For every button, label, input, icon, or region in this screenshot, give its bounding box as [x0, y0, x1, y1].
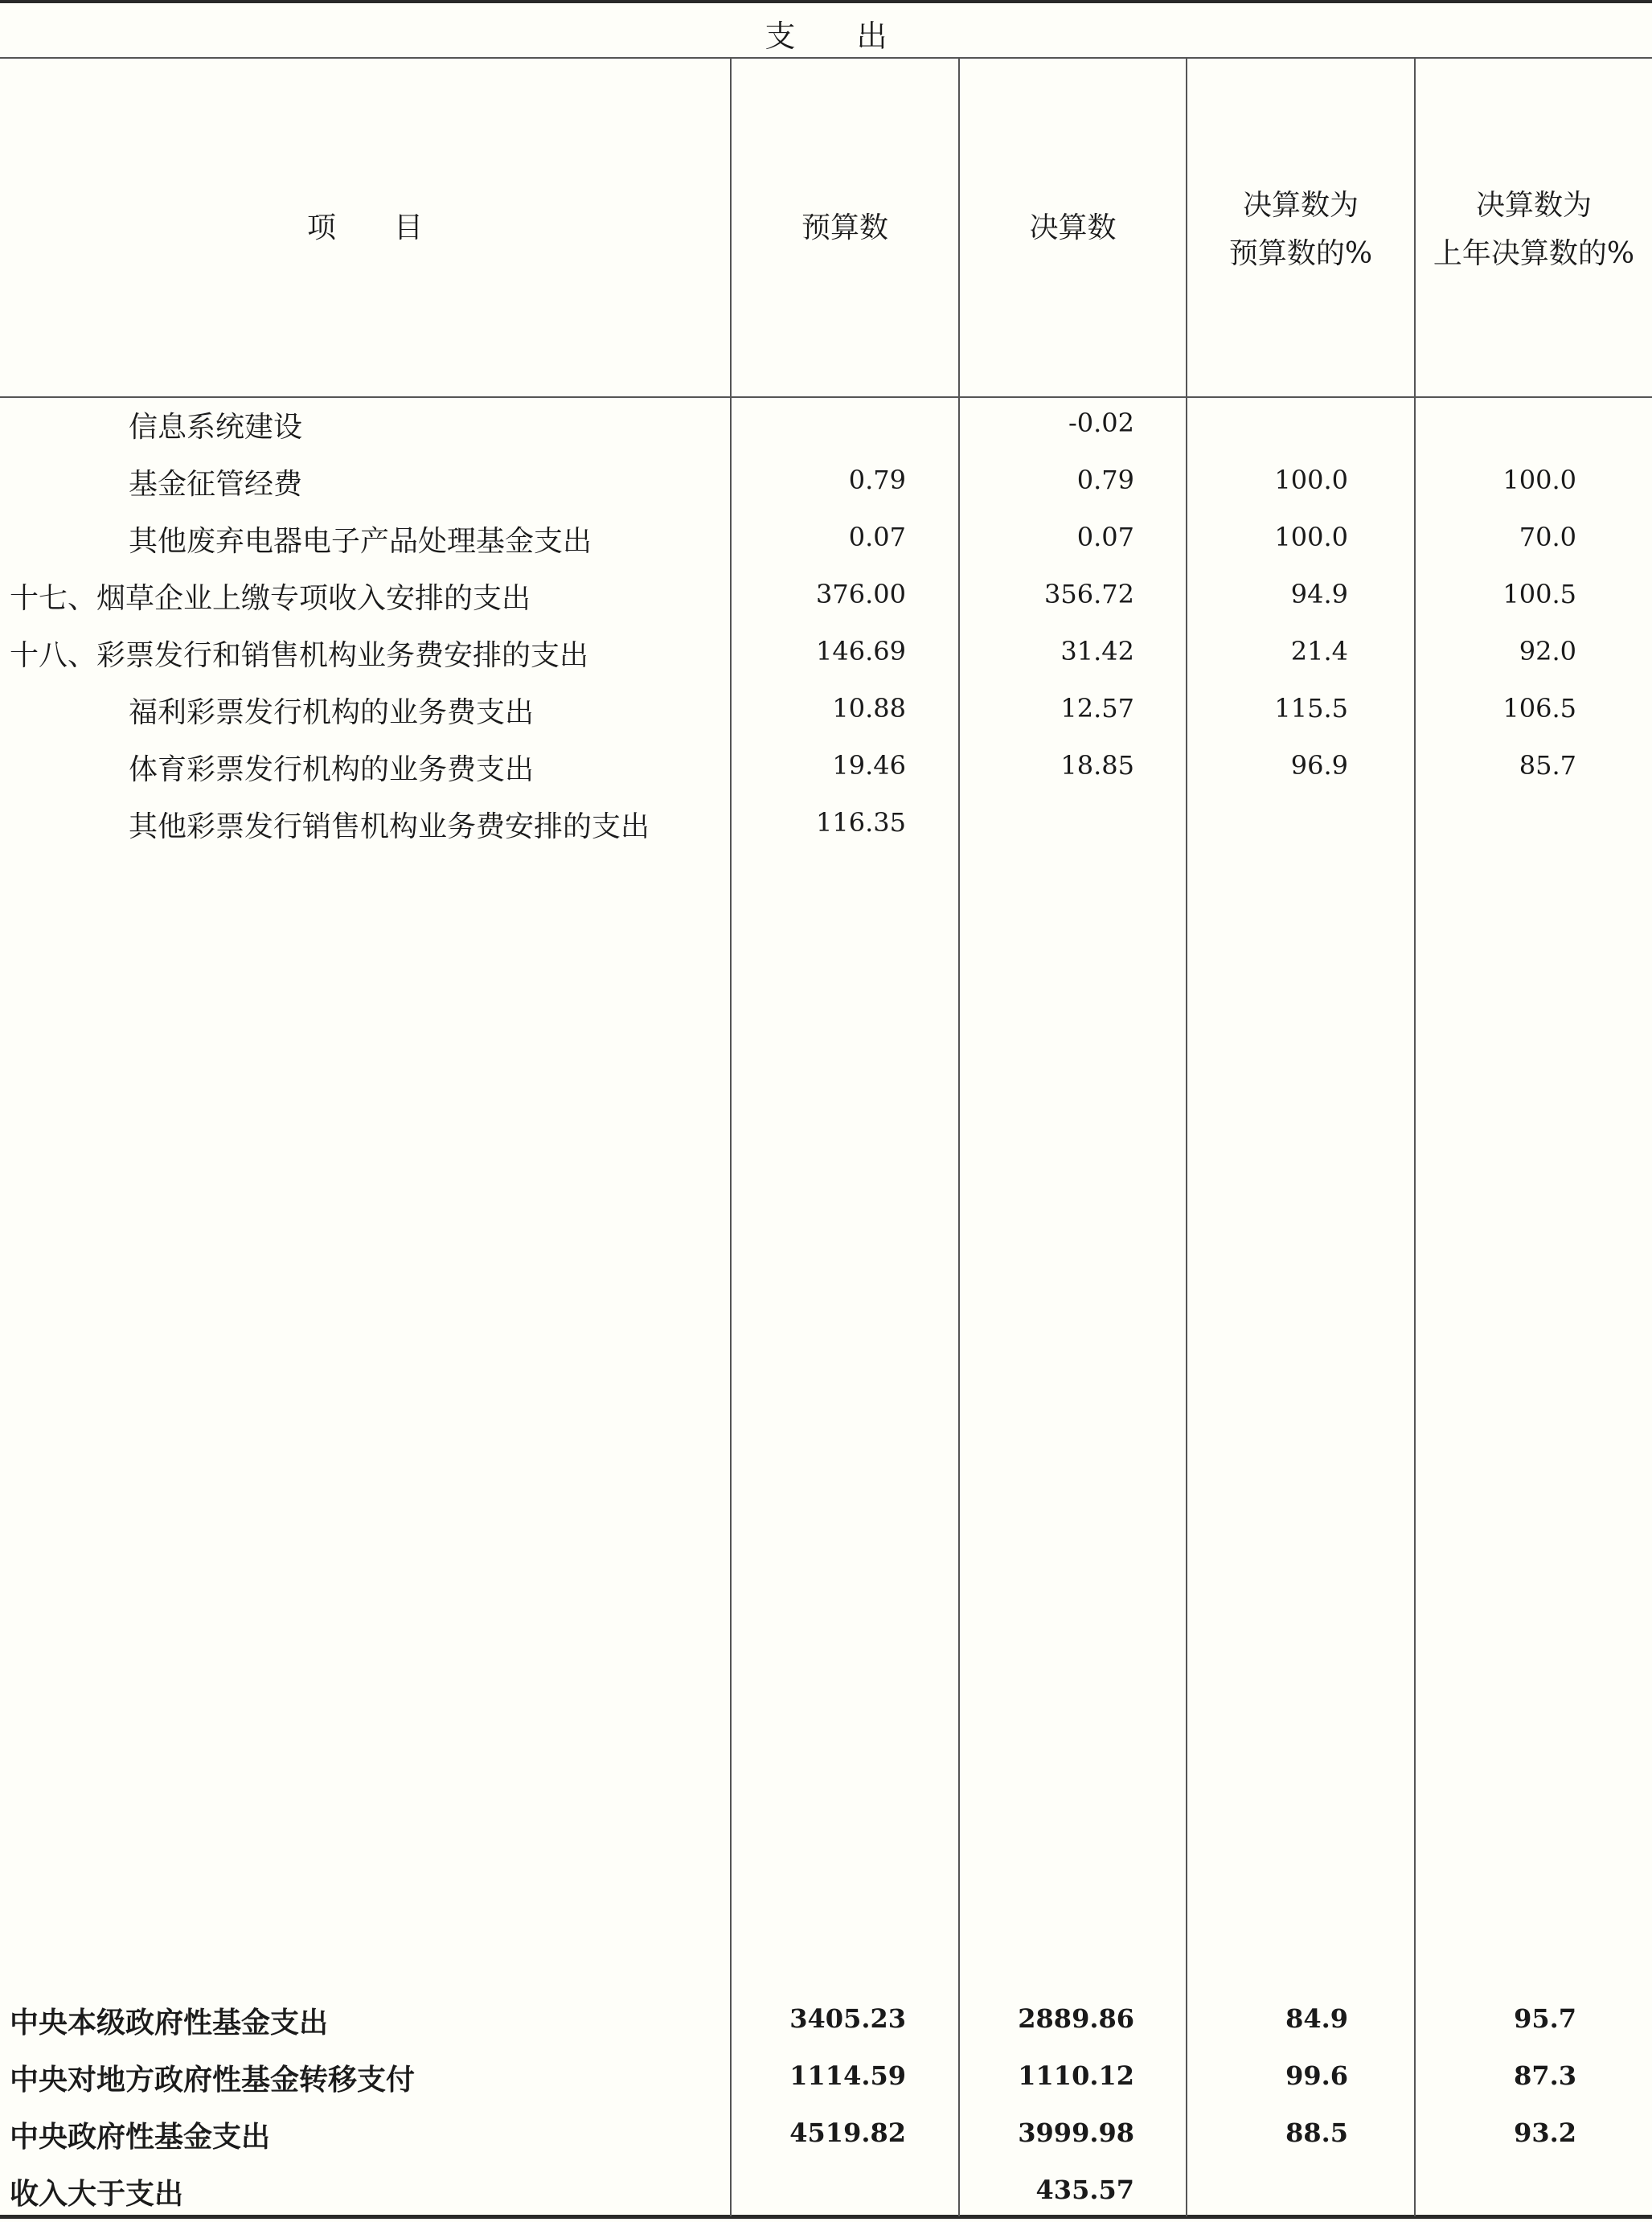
row-pct-budget-value: 84.9: [1285, 2003, 1348, 2034]
row-final-value: 0.79: [1076, 465, 1134, 495]
row-budget-value: 1114.59: [789, 2060, 906, 2091]
header-pct-prev-line1: 决算数为: [1475, 189, 1592, 222]
section-title: 支 出: [765, 18, 887, 54]
table-row: [0, 398, 1652, 455]
column-divider-1: [730, 58, 732, 2216]
row-pct-prev-value: 100.5: [1502, 579, 1576, 609]
header-pct-prev: [1416, 182, 1652, 278]
row-item-name: 十七、烟草企业上缴专项收入安排的支出: [10, 582, 531, 615]
header-pct-prev-line2: 上年决算数的%: [1433, 237, 1635, 270]
row-final-value: 3999.98: [1018, 2117, 1134, 2148]
row-final-value: 2889.86: [1018, 2003, 1134, 2034]
row-final-value: 12.57: [1060, 693, 1134, 724]
row-pct-prev-value: 85.7: [1519, 750, 1576, 781]
row-pct-prev-value: 70.0: [1519, 522, 1576, 552]
row-item-name: 中央对地方政府性基金转移支付: [10, 2063, 416, 2097]
row-pct-prev-value: 93.2: [1514, 2117, 1576, 2148]
table-row: [0, 740, 1652, 797]
table-row: [0, 512, 1652, 569]
row-pct-budget-value: 21.4: [1290, 636, 1348, 666]
row-item-name: 其他废弃电器电子产品处理基金支出: [129, 525, 592, 558]
row-final-value: 1110.12: [1018, 2060, 1134, 2091]
row-final-value: 18.85: [1060, 750, 1134, 781]
row-pct-prev-value: 95.7: [1514, 2003, 1576, 2034]
section-title-rule: [0, 57, 1652, 59]
row-pct-budget-value: 99.6: [1285, 2060, 1348, 2091]
top-rule: [0, 0, 1652, 3]
row-budget-value: 19.46: [832, 750, 906, 781]
row-final-value: 356.72: [1044, 579, 1134, 609]
row-budget-value: 376.00: [816, 579, 906, 609]
table-row: [0, 2108, 1652, 2165]
row-budget-value: 10.88: [832, 693, 906, 724]
row-pct-prev-value: 92.0: [1519, 636, 1576, 666]
column-divider-4: [1414, 58, 1416, 2216]
row-final-value: 0.07: [1076, 522, 1134, 552]
row-item-name: 其他彩票发行销售机构业务费安排的支出: [129, 810, 650, 843]
row-budget-value: 4519.82: [789, 2117, 906, 2148]
row-pct-budget-value: 100.0: [1274, 522, 1348, 552]
header-final: 决算数: [1029, 211, 1117, 244]
row-pct-prev-value: 100.0: [1502, 465, 1576, 495]
row-pct-budget-value: 96.9: [1290, 750, 1348, 781]
row-pct-budget-value: 115.5: [1274, 693, 1348, 724]
column-divider-2: [958, 58, 960, 2216]
column-divider-3: [1186, 58, 1187, 2216]
row-budget-value: 146.69: [816, 636, 906, 666]
header-item: 项 目: [306, 211, 423, 244]
row-item-name: 信息系统建设: [129, 411, 303, 444]
table-row: [0, 455, 1652, 512]
header-pct-budget: [1187, 182, 1414, 278]
header-pct-budget-line1: 决算数为: [1242, 189, 1359, 222]
header-pct-budget-line2: 预算数的%: [1228, 237, 1373, 270]
table-row: [0, 2051, 1652, 2108]
row-pct-prev-value: 106.5: [1502, 693, 1576, 724]
row-item-name: 收入大于支出: [10, 2177, 184, 2211]
row-pct-budget-value: 100.0: [1274, 465, 1348, 495]
header-budget: 预算数: [801, 211, 888, 244]
table-row: [0, 683, 1652, 740]
table-row: [0, 1994, 1652, 2051]
row-item-name: 十八、彩票发行和销售机构业务费安排的支出: [10, 639, 589, 672]
row-final-value: 435.57: [1035, 2175, 1134, 2205]
table-row: [0, 797, 1652, 855]
row-pct-budget-value: 94.9: [1290, 579, 1348, 609]
row-budget-value: 116.35: [816, 807, 906, 838]
row-budget-value: 0.07: [848, 522, 906, 552]
row-item-name: 福利彩票发行机构的业务费支出: [129, 696, 535, 729]
row-pct-budget-value: 88.5: [1285, 2117, 1348, 2148]
row-item-name: 体育彩票发行机构的业务费支出: [129, 753, 535, 786]
row-final-value: -0.02: [1068, 408, 1134, 438]
table-row: [0, 569, 1652, 626]
row-budget-value: 3405.23: [789, 2003, 906, 2034]
row-item-name: 中央本级政府性基金支出: [10, 2006, 329, 2040]
table-row: [0, 626, 1652, 683]
table-row: [0, 2165, 1652, 2222]
row-pct-prev-value: 87.3: [1514, 2060, 1576, 2091]
row-budget-value: 0.79: [848, 465, 906, 495]
row-item-name: 中央政府性基金支出: [10, 2120, 271, 2154]
row-final-value: 31.42: [1060, 636, 1134, 666]
row-item-name: 基金征管经费: [129, 468, 303, 501]
